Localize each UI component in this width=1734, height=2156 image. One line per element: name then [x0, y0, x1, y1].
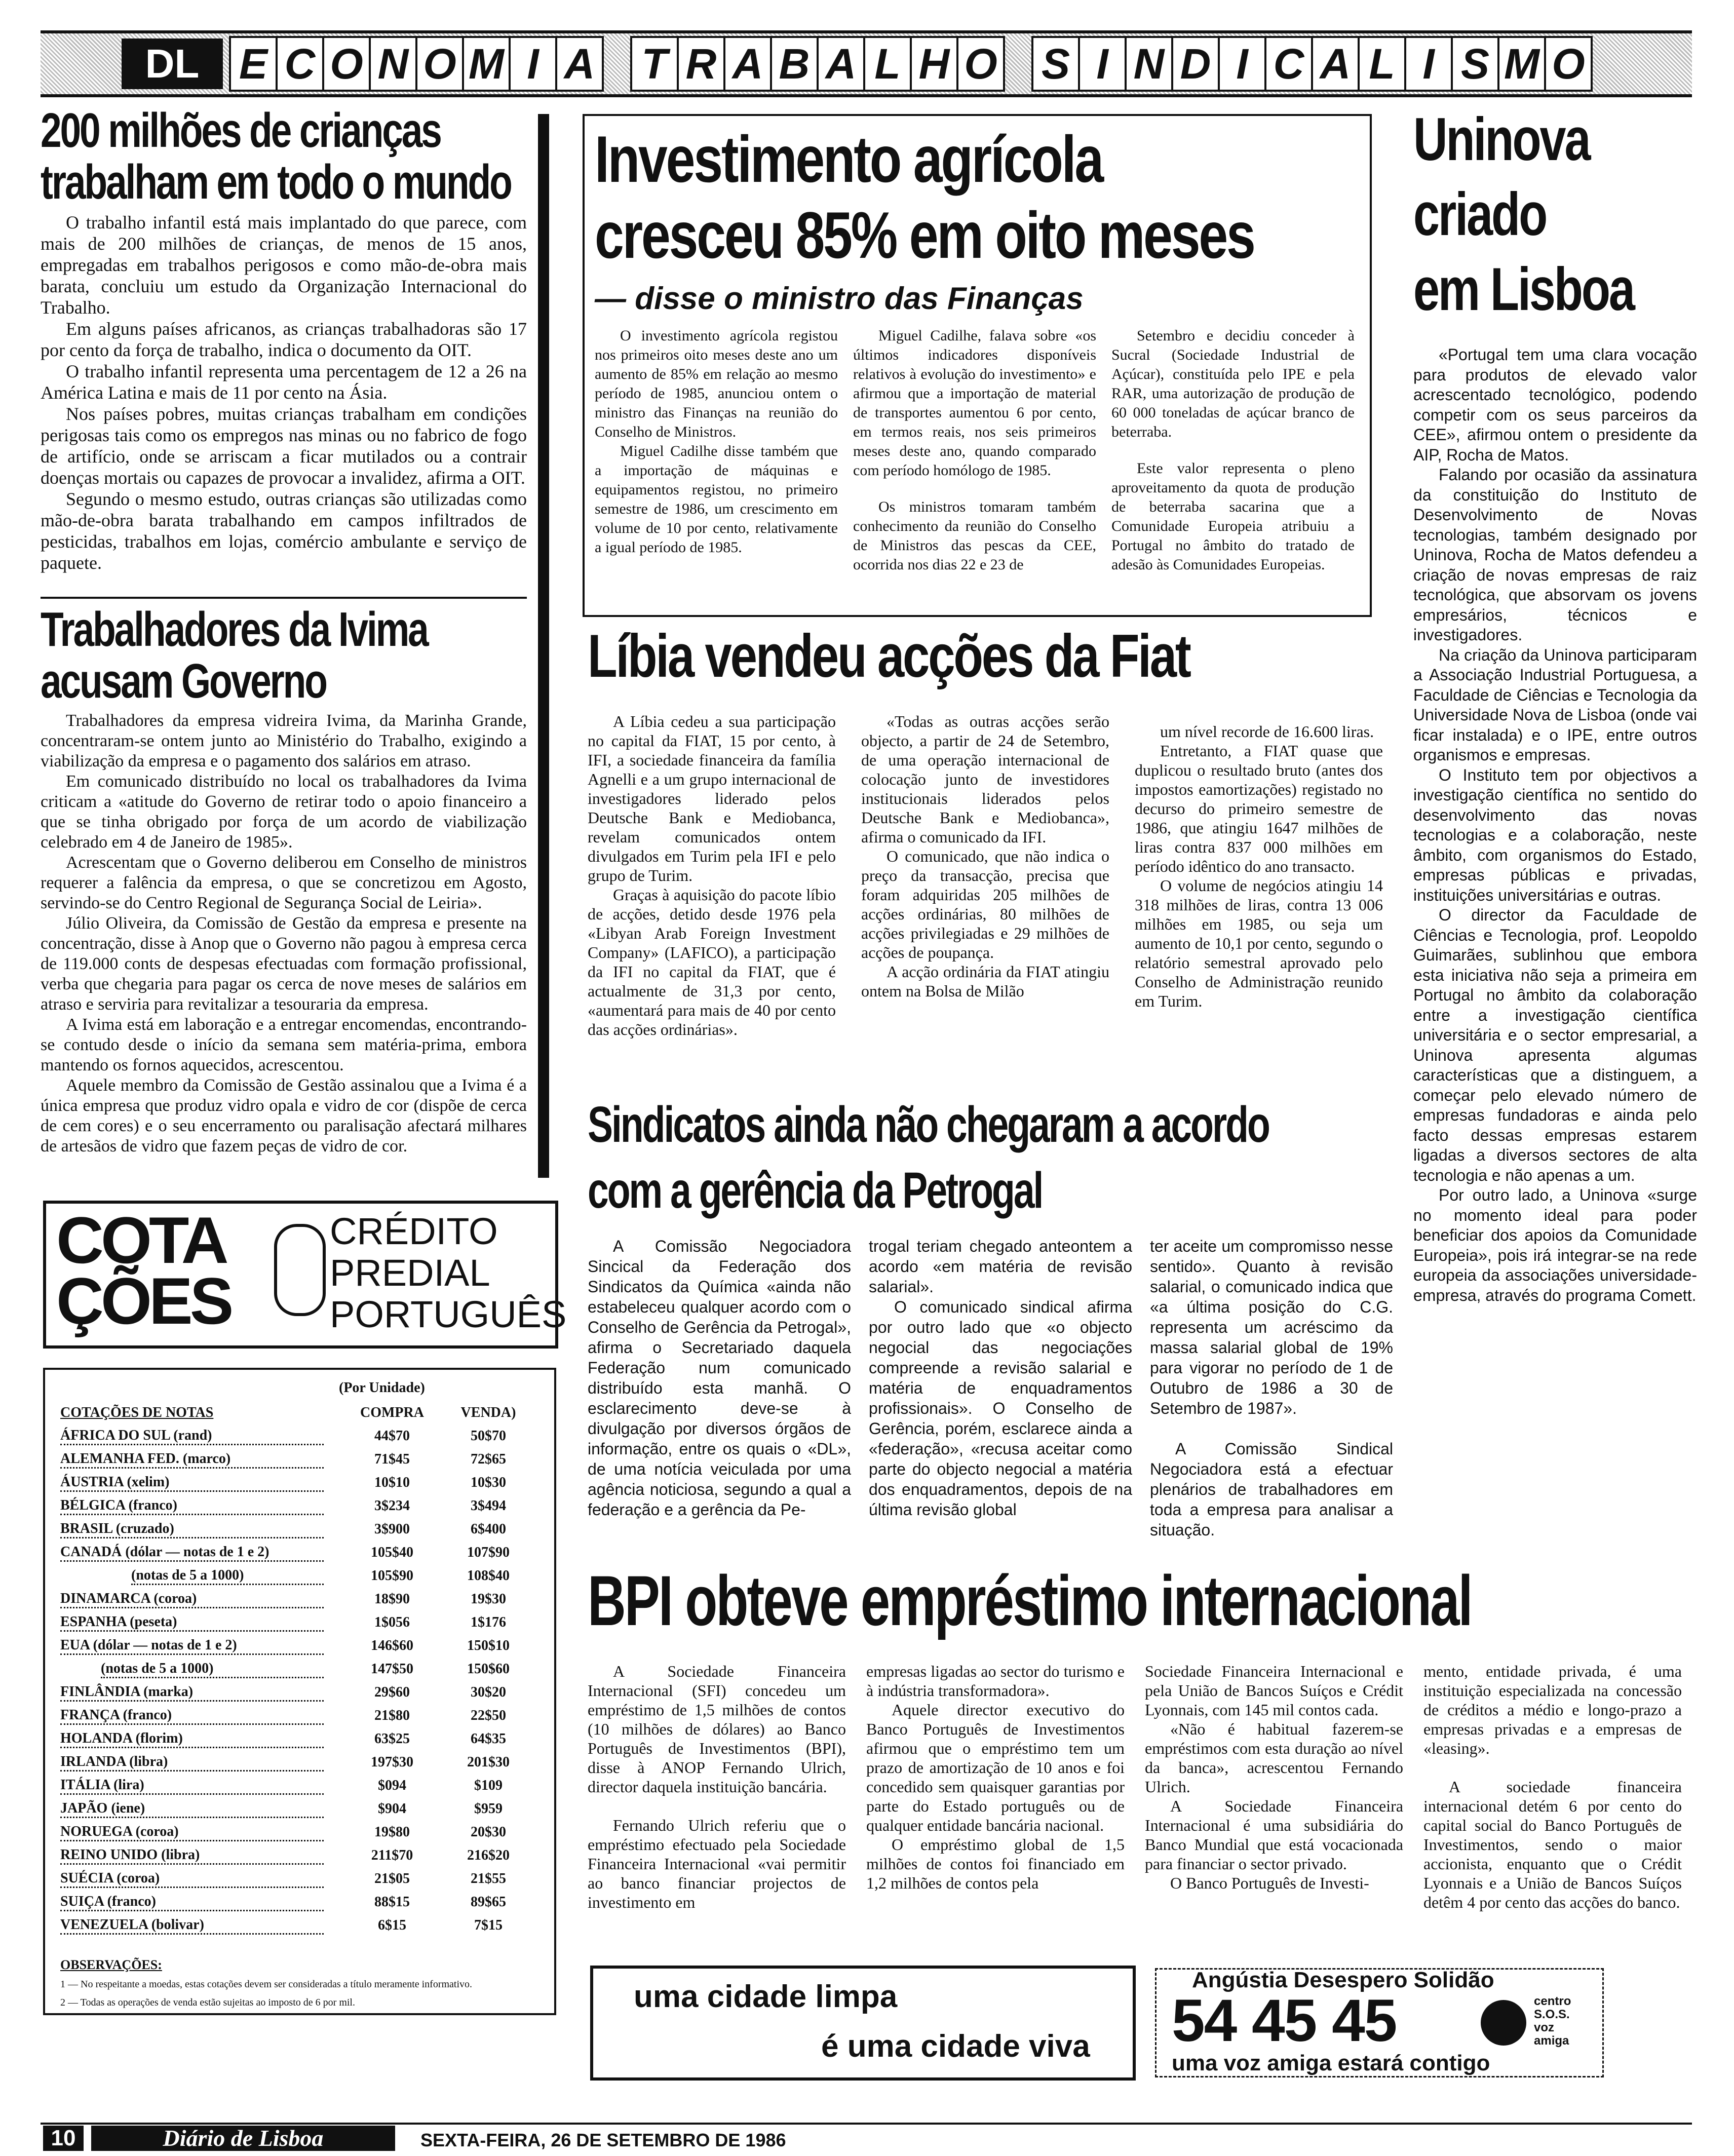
sell-rate: 50$70: [471, 1428, 506, 1444]
sell-rate: 107$90: [467, 1545, 510, 1560]
article-column: [588, 1236, 851, 1520]
article-bpi-loan: [588, 1561, 1692, 1950]
article-column: [1145, 1662, 1403, 1893]
currency-name: HOLANDA (florim): [60, 1730, 324, 1748]
column-header: COMPRA: [360, 1405, 424, 1420]
ad-slogan: uma voz amiga estará contigo: [1172, 2051, 1490, 2075]
headline-line: com a gerência da Petrogal: [588, 1162, 1043, 1219]
cotacoes-table: [60, 1401, 536, 1937]
table-row: [60, 1797, 536, 1821]
currency-name: VENEZUELA (bolivar): [60, 1917, 324, 1935]
currency-name: (notas de 5 a 1000): [101, 1661, 324, 1678]
headline-line: Investimento agrícola: [595, 122, 1102, 196]
sell-rate: 21$55: [471, 1871, 506, 1886]
cotacoes-word-line: COTA: [56, 1203, 226, 1277]
paragraph: ter aceite um compromisso nesse sentido». Quanto à revisão salarial, o comunicado indica que «a última posição do C.G. representa um acréscimo da massa salarial global de 19% para vigorar no período de 1 de Outubro de 1986 a 30 de Setembro de 1987».: [1150, 1237, 1393, 1417]
header-letter: I: [509, 36, 557, 92]
sell-rate: 3$494: [471, 1498, 506, 1514]
sell-rate: 64$35: [471, 1731, 506, 1747]
table-row: [60, 1634, 536, 1658]
paragraph: Acrescentam que o Governo deliberou em Conselho de ministros requerer a falência da empresa, o que se concretizou em Agosto, servindo-se do Centro Regional de Segurança Social de Leiria».: [41, 853, 527, 912]
currency-name: SUÉCIA (coroa): [60, 1870, 324, 1888]
header-letter: C: [276, 36, 324, 92]
currency-name: BÉLGICA (franco): [60, 1497, 324, 1515]
buy-rate: 197$30: [371, 1754, 413, 1770]
phone-icon: [1481, 2000, 1526, 2046]
currency-name: IRLANDA (libra): [60, 1754, 324, 1772]
paragraph: Graças à aquisição do pacote líbio de acções, detido desde 1976 pela «Libyan Arab Foreign Investment Company» (LAFICO), a participação da IFI no capital da FIAT, que é actualmente de 31,3 por cento, «aumentará para mais de 40 por cento das acções ordinárias».: [588, 885, 836, 1038]
paragraph: Nos países pobres, muitas crianças trabalham em condições perigosas tais como os empregos nas minas ou no fabrico de fogo de artifício, onde se arriscam a ficar mutilados ou a contrair doenças mortais ou capazes de provocar a invalidez, afirma a OIT.: [41, 404, 527, 488]
currency-name: FINLÂNDIA (marka): [60, 1684, 324, 1702]
paragraph: um nível recorde de 16.600 liras.: [1160, 722, 1374, 741]
issue-date: SEXTA-FEIRA, 26 DE SETEMBRO DE 1986: [420, 2130, 786, 2150]
headline-line: Líbia vendeu acções da Fiat: [588, 622, 1190, 690]
paragraph: Aquele director executivo do Banco Português de Investimentos afirmou que o empréstimo tem um prazo de amortização de 10 anos e foi concedido sem quaisquer garantias por parte do Estado português ou de qualquer entidade bancária nacional.: [866, 1701, 1125, 1834]
bank-name: [330, 1211, 566, 1335]
header-letter: O: [322, 36, 371, 92]
article-column: [588, 1662, 846, 1912]
table-row: [60, 1658, 536, 1681]
sell-rate: $959: [474, 1801, 503, 1817]
table-row: [60, 1891, 536, 1914]
sell-rate: 72$65: [471, 1451, 506, 1467]
buy-rate: 18$90: [374, 1591, 410, 1607]
article-uninova: [1413, 105, 1697, 1305]
sell-rate: 150$10: [467, 1638, 510, 1653]
table-row: [60, 1588, 536, 1611]
currency-name: DINAMARCA (coroa): [60, 1591, 324, 1608]
article-body: [1413, 345, 1697, 1305]
headline-line: cresceu 85% em oito meses: [595, 198, 1254, 272]
paragraph: Trabalhadores da empresa vidreira Ivima, da Marinha Grande, concentraram-se ontem junto ao Ministério do Trabalho, exigindo a viabilização da empresa e o pagamento dos salários em atraso.: [41, 711, 527, 771]
paragraph: Na criação da Uninova participaram a Associação Industrial Portuguesa, a Faculdade de Ciências e Tecnologia da Universidade Nova de Lisboa (onde vai ficar instalada) e o IPE, entre outros organismos e empresas.: [1413, 645, 1697, 764]
sell-rate: $109: [474, 1778, 503, 1793]
sell-rate: 7$15: [474, 1917, 503, 1933]
header-letter: I: [1078, 36, 1127, 92]
observation-note: 2 — Todas as operações de venda estão sujeitas ao imposto de 6 por mil.: [60, 1997, 355, 2008]
table-row: [60, 1494, 536, 1518]
buy-rate: $094: [378, 1778, 406, 1793]
sell-rate: 19$30: [471, 1591, 506, 1607]
table-row: [60, 1821, 536, 1844]
currency-name: JAPÃO (iene): [60, 1800, 324, 1818]
paragraph: A sociedade financeira internacional detém 6 por cento do capital social do Banco Português de Investimentos, sendo o maior accionista, enquanto que o Crédit Lyonnais e a União de Bancos Suíços detêm 4 por cento das acções do banco.: [1423, 1778, 1682, 1911]
section-word-trabalho: [632, 36, 1005, 92]
sell-rate: 108$40: [467, 1568, 510, 1584]
buy-rate: 21$80: [374, 1708, 410, 1723]
sell-rate: 22$50: [471, 1708, 506, 1723]
table-row: [60, 1774, 536, 1797]
header-letter: A: [555, 36, 604, 92]
paragraph: A Sociedade Financeira Internacional é uma subsidiária do Banco Mundial que está vocacionada para financiar o sector privado.: [1145, 1797, 1403, 1873]
currency-name: NORUEGA (coroa): [60, 1824, 324, 1841]
table-row: [60, 1541, 536, 1564]
table-header-row: [60, 1401, 536, 1424]
unit-note: (Por Unidade): [339, 1380, 425, 1396]
observation-note: 1 — No respeitante a moedas, estas cotações devem ser consideradas a título meramente informativo.: [60, 1979, 473, 1990]
header-letter: H: [910, 36, 958, 92]
paragraph: O comunicado sindical afirma por outro lado que «o objecto negocial das negociações compreende a revisão salarial e matéria de enquadramentos profissionais». O Conselho de Gerência, porém, esclarece ainda a «federação», «recusa aceitar como parte do objecto negocial a matéria dos enquadramentos, depois de na última revisão global: [869, 1298, 1132, 1519]
buy-rate: 29$60: [374, 1684, 410, 1700]
header-letter: M: [462, 36, 511, 92]
paragraph: A acção ordinária da FIAT atingiu ontem na Bolsa de Milão: [861, 962, 1109, 1000]
paragraph: O investimento agrícola registou nos primeiros oito meses deste ano um aumento de 85% em relação ao mesmo período de 1985, anunciou ontem o ministro das Finanças na reunião do Conselho de Ministros.: [595, 327, 838, 440]
dl-logo: DL: [122, 38, 223, 89]
article-column: [1111, 326, 1355, 574]
sell-rate: 1$176: [471, 1614, 506, 1630]
table-row: [60, 1564, 536, 1588]
currency-name: ÁUSTRIA (xelim): [60, 1474, 324, 1492]
sell-rate: 201$30: [467, 1754, 510, 1770]
column-header: VENDA): [460, 1405, 516, 1420]
buy-rate: 211$70: [371, 1847, 413, 1863]
paragraph: Fernando Ulrich referiu que o empréstimo efectuado pela Sociedade Financeira Internacional «vai permitir ao banco financiar projectos de investimento em: [588, 1816, 846, 1911]
paragraph: A Comissão Negociadora Sincical da Federação dos Sindicatos da Química «ainda não estabeleceu qualquer acordo com o Conselho de Gerência da Petrogal», afirma o Secretariado daquela Federação num comunicado distribuído esta manhã. O esclarecimento deve-se à divulgação por diversos órgãos de informação, entre os quais o «DL», de uma notícia veiculada por uma agência noticiosa, segundo a qual a federação e a gerência da Pe-: [588, 1237, 851, 1519]
article-petrogal: [588, 1096, 1398, 1545]
cotacoes-word: [56, 1203, 231, 1338]
ad-sos-voz-amiga: [1155, 1968, 1604, 2077]
buy-rate: 3$234: [374, 1498, 410, 1514]
header-letter: T: [630, 36, 679, 92]
buy-rate: 88$15: [374, 1894, 410, 1910]
header-letter: A: [817, 36, 865, 92]
observations-title: OBSERVAÇÕES:: [60, 1957, 162, 1972]
paragraph: Em comunicado distribuído no local os trabalhadores da Ivima criticam a «atitude do Governo de retirar todo o apoio financeiro a que se tinha obrigado por força de um acordo de viabilização celebrado em 4 de Janeiro de 1985».: [41, 772, 527, 852]
paragraph: O director da Faculdade de Ciências e Tecnologia, prof. Leopoldo Guimarães, sublinhou que embora esta iniciativa não seja a primeira em Portugal no âmbito da colaboração entre a investigação científica universitária e o sector empresarial, a Uninova apresenta algumas características que a distinguem, a começar pelo elevado número de empresas fundadoras e ainda pelo facto dessas empresas estarem ligadas a diversos sectores de alta tecnologia e não apenas a um.: [1413, 906, 1697, 1184]
header-letter: N: [369, 36, 417, 92]
column-bar: [538, 114, 549, 1178]
header-letter: D: [1171, 36, 1220, 92]
currency-name: ITÁLIA (lira): [60, 1777, 324, 1795]
cotacoes-word-line: ÇÕES: [56, 1264, 231, 1338]
buy-rate: 10$10: [374, 1475, 410, 1490]
buy-rate: 105$40: [371, 1545, 413, 1560]
headline-line: criado: [1413, 180, 1547, 248]
sell-rate: 216$20: [467, 1847, 510, 1863]
header-letter: O: [1544, 36, 1593, 92]
headline-line: Sindicatos ainda não chegaram a acordo: [588, 1096, 1269, 1153]
header-letter: S: [1451, 36, 1499, 92]
sos-brand-line: voz: [1534, 2021, 1555, 2034]
cotacoes-table-box: [43, 1368, 556, 2015]
article-column: [1150, 1236, 1393, 1540]
header-letter: C: [1264, 36, 1313, 92]
buy-rate: 71$45: [374, 1451, 410, 1467]
buy-rate: 147$50: [371, 1661, 413, 1677]
headline-line: BPI obteve empréstimo internacional: [588, 1561, 1472, 1640]
paragraph: A Ivima está em laboração e a entregar encomendas, encontrando-se contudo desde o início da semana sem matéria-prima, embora mantendo os fornos aquecidos, acrescentou.: [41, 1015, 527, 1074]
paragraph: Júlio Oliveira, da Comissão de Gestão da empresa e presente na concentração, disse à Anop que o Governo não pagou à empresa cerca de 119.000 conts de despesas efectuadas com formação profissional, verba que chegaria para pagar os cerca de nove meses de salários em atraso e serviria para revitalizar a tesouraria da empresa.: [41, 914, 527, 1014]
headline-line: acusam Governo: [41, 654, 326, 708]
buy-rate: 3$900: [374, 1521, 410, 1537]
headline-line: Uninova: [1413, 105, 1590, 173]
paragraph: O trabalho infantil está mais implantado do que parece, com mais de 200 milhões de crianças, de menos de 15 anos, empregadas em trabalhos perigosos e como mão-de-obra mais barata, concluiu um estudo da Organização Internacional do Trabalho.: [41, 212, 527, 318]
paragraph: A Comissão Sindical Negociadora está a efectuar plenários de trabalhadores em toda a empresa para analisar a situação.: [1150, 1440, 1393, 1539]
masthead: Diário de Lisboa: [91, 2126, 395, 2151]
paragraph: mento, entidade privada, é uma instituição especializada na concessão de créditos a médio e longo-prazo a empresas privadas e a empresas de «leasing».: [1423, 1662, 1682, 1757]
article-column: [869, 1236, 1132, 1520]
sell-rate: 30$20: [471, 1684, 506, 1700]
buy-rate: 21$05: [374, 1871, 410, 1886]
article-child-labour: [41, 103, 527, 573]
paragraph: Em alguns países africanos, as crianças trabalhadoras são 17 por cento da força de trabalho, indica o documento da OIT.: [41, 319, 527, 360]
headline-line: trabalham em todo o mundo: [41, 155, 511, 209]
paragraph: O comunicado, que não indica o preço da transacção, precisa que foram adquiridas 205 milhões de acções ordinárias, 80 milhões de acções privilegiadas e 29 milhões de acções de poupança.: [861, 847, 1109, 961]
paragraph: Sociedade Financeira Internacional e pela União de Bancos Suíços e Crédit Lyonnais, com 145 mil contos cada.: [1145, 1662, 1403, 1719]
paragraph: O Banco Português de Investi-: [1170, 1874, 1369, 1892]
currency-name: FRANÇA (franco): [60, 1707, 324, 1725]
header-letter: N: [1125, 36, 1173, 92]
article-libya-fiat: [588, 622, 1398, 1082]
article-column: [853, 326, 1096, 574]
table-row: [60, 1424, 536, 1448]
paragraph: Setembro e decidiu conceder à Sucral (Sociedade Industrial de Açúcar), constituída pelo IPE e pela RAR, uma autorização de produção de 60 000 toneladas de açúcar branco de beterraba.: [1111, 327, 1355, 440]
paragraph: Aquele membro da Comissão de Gestão assinalou que a Ivima é a única empresa que produz vidro opala e vidro de cor (dispõe de cerca de cem cores) e o seu encerramento ou paralisação afectará milhares de artesãos de vidro que fazem peças de vidro de cor.: [41, 1076, 527, 1156]
table-row: [60, 1448, 536, 1471]
ad-clean-city: [590, 1966, 1136, 2081]
buy-rate: 63$25: [374, 1731, 410, 1747]
bank-name-line: CRÉDITO: [330, 1210, 498, 1252]
sell-rate: 150$60: [467, 1661, 510, 1677]
article-column: [595, 326, 838, 557]
buy-rate: 6$15: [378, 1917, 406, 1933]
paragraph: A Líbia cedeu a sua participação no capital da FIAT, 15 por cento, à IFI, a sociedade financeira da família Agnelli e a um grupo internacional de investigadores liderado pelos Deutsche Bank e Mediobanca, revelam comunicados ontem divulgados em Turim pela IFI e pelo grupo de Turim.: [588, 712, 836, 884]
paragraph: Os ministros tomaram também conhecimento da reunião do Conselho de Ministros das pescas da CEE, ocorrida nos dias 22 e 23 de: [853, 498, 1096, 573]
header-letter: E: [229, 36, 278, 92]
table-row: [60, 1844, 536, 1867]
paragraph: Miguel Cadilhe, falava sobre «os últimos indicadores disponíveis relativos à evolução do investimento» e afirmou que a importação de material de transportes aumentou 6 por cento, em termos reais, nos seis primeiros meses deste ano, quando comparado com período homólogo de 1985.: [853, 327, 1096, 479]
table-row: [60, 1681, 536, 1704]
paragraph: Miguel Cadilhe disse também que a importação de máquinas e equipamentos registou, no primeiro semestre de 1986, um crescimento em volume de 10 por cento, relativamente a igual período de 1985.: [595, 443, 838, 556]
page-number: 10: [43, 2126, 84, 2151]
paragraph: «Portugal tem uma clara vocação para produtos de elevado valor acrescentado tecnológico, podendo competir com os seus parceiros da CEE», afirmou ontem o presidente da AIP, Rocha de Matos.: [1413, 345, 1697, 464]
buy-rate: 44$70: [374, 1428, 410, 1444]
table-row: [60, 1518, 536, 1541]
paragraph: O volume de negócios atingiu 14 318 milhões de liras, contra 13 006 milhões em 1985, ou seja um aumento de 10,1 por cento, segundo o relatório semestral aprovado pelo Conselho de Administração reunido em Turim.: [1135, 876, 1383, 1010]
paragraph: Este valor representa o pleno aproveitamento da quota de produção de beterraba sacarina que a Comunidade Europeia atribuiu a Portugal no âmbito do tratado de adesão às Comunidades Europeias.: [1111, 460, 1355, 573]
header-letter: A: [723, 36, 772, 92]
bank-name-line: PORTUGUÊS: [330, 1293, 567, 1335]
header-letter: I: [1218, 36, 1266, 92]
header-letter: A: [1311, 36, 1360, 92]
bank-emblem-icon: [274, 1224, 326, 1316]
cotacoes-banner: [43, 1201, 567, 1349]
article-column: [588, 712, 836, 1039]
sos-brand: [1534, 1995, 1571, 2048]
header-letter: L: [1358, 36, 1406, 92]
article-agricultural-investment: [583, 114, 1372, 617]
table-row: [60, 1914, 536, 1937]
paragraph: O empréstimo global de 1,5 milhões de contos foi financiado em 1,2 milhões de contos pela: [866, 1835, 1125, 1892]
headline-line: em Lisboa: [1413, 255, 1634, 323]
buy-rate: 19$80: [374, 1824, 410, 1840]
currency-name: ESPANHA (peseta): [60, 1614, 324, 1632]
header-letter: I: [1404, 36, 1453, 92]
currency-name: ÁFRICA DO SUL (rand): [60, 1428, 324, 1445]
currency-name: CANADÁ (dólar — notas de 1 e 2): [60, 1544, 324, 1562]
ad-line: uma cidade limpa: [634, 1979, 898, 2014]
sell-rate: 6$400: [471, 1521, 506, 1537]
headline-line: 200 milhões de crianças: [41, 103, 441, 158]
currency-name: SUIÇA (franco): [60, 1894, 324, 1911]
headline-line: Trabalhadores da Ivima: [41, 602, 428, 657]
sos-phone-number: 54 45 45: [1172, 1987, 1397, 2054]
header-letter: O: [956, 36, 1005, 92]
article-column: [866, 1662, 1125, 1893]
header-letter: B: [770, 36, 819, 92]
header-letter: O: [415, 36, 464, 92]
header-letter: R: [677, 36, 725, 92]
sell-rate: 20$30: [471, 1824, 506, 1840]
sos-brand-line: S.O.S.: [1534, 2008, 1570, 2021]
sell-rate: 10$30: [471, 1475, 506, 1490]
ad-tagline: Angústia Desespero Solidão: [1192, 1968, 1494, 1992]
footer-rule: [41, 2123, 1692, 2125]
paragraph: «Não é habitual fazerem-se empréstimos com esta duração ao nível da banca», acrescentou Fernando Ulrich.: [1145, 1720, 1403, 1796]
article-body: [41, 711, 527, 1157]
column-header: COTAÇÕES DE NOTAS: [60, 1405, 214, 1420]
paragraph: O trabalho infantil representa uma percentagem de 12 a 26 na América Latina e mais de 11 por cento na Ásia.: [41, 361, 527, 403]
section-word-sindicalismo: [1033, 36, 1593, 92]
ad-line: é uma cidade viva: [821, 2029, 1090, 2064]
paragraph: Por outro lado, a Uninova «surge no momento ideal para poder beneficiar dos apoios da Comunidade Europeia», pois irá integrar-se na rede europeia da associações universidade-empresa, através do programa Comett.: [1413, 1186, 1697, 1304]
currency-name: EUA (dólar — notas de 1 e 2): [60, 1637, 324, 1655]
paragraph: trogal teriam chegado anteontem a acordo «em matéria de revisão salarial».: [869, 1237, 1132, 1296]
bank-name-line: PREDIAL: [330, 1252, 490, 1294]
sos-brand-line: centro: [1534, 1994, 1571, 2008]
header-letter: L: [863, 36, 912, 92]
article-ivima: [41, 602, 527, 1157]
paragraph: Segundo o mesmo estudo, outras crianças são utilizadas como mão-de-obra barata trabalhando em campos infiltrados de pesticidas, trabalhos em lojas, comércio ambulante e serviço de paquete.: [41, 489, 527, 573]
article-column: [1135, 722, 1383, 1011]
header-letter: S: [1031, 36, 1080, 92]
article-column: [1423, 1662, 1682, 1912]
buy-rate: 105$90: [371, 1568, 413, 1584]
paragraph: A Sociedade Financeira Internacional (SFI) concedeu um empréstimo de 1,5 milhões de contos (10 milhões de dólares) ao Banco Português de Investimentos (BPI), disse à ANOP Fernando Ulrich, director daquela instituição bancária.: [588, 1662, 846, 1796]
paragraph: Entretanto, a FIAT quase que duplicou o resultado bruto (antes dos impostos eamortizações) registado no decurso do primeiro semestre de 1986, que atingiu 1647 milhões de liras contra 837 000 milhões em período idêntico do ano transacto.: [1135, 742, 1383, 875]
table-row: [60, 1867, 536, 1891]
article-column: [861, 712, 1109, 1000]
sell-rate: 89$65: [471, 1894, 506, 1910]
table-row: [60, 1611, 536, 1634]
currency-name: ALEMANHA FED. (marco): [60, 1451, 324, 1469]
paragraph: empresas ligadas ao sector do turismo e à indústria transformadora».: [866, 1662, 1125, 1700]
sos-brand-line: amiga: [1534, 2034, 1569, 2048]
buy-rate: $904: [378, 1801, 406, 1817]
header-letter: M: [1497, 36, 1546, 92]
table-row: [60, 1471, 536, 1494]
paragraph: O Instituto tem por objectivos a investigação científica no sentido do desenvolvimento das novas tecnologias e a colaboração, neste âmbito, com organismos do Estado, empresas públicas e privadas, instituições universitárias e outras.: [1413, 765, 1697, 904]
currency-name: BRASIL (cruzado): [60, 1521, 324, 1538]
article-body: [41, 212, 527, 573]
section-word-economia: [231, 36, 604, 92]
section-header: [41, 30, 1692, 97]
currency-name: REINO UNIDO (libra): [60, 1847, 324, 1865]
table-row: [60, 1727, 536, 1751]
paragraph: «Todas as outras acções serão objecto, a partir de 24 de Setembro, de uma operação internacional de colocação junto de investidores institucionais liderados pelos Deutsche Bank e Mediobanca», afirma o comunicado da IFI.: [861, 712, 1109, 846]
subtitle: — disse o ministro das Finanças: [595, 281, 1084, 316]
buy-rate: 1$056: [374, 1614, 410, 1630]
table-row: [60, 1704, 536, 1727]
paragraph: Falando por ocasião da assinatura da constituição do Instituto de Desenvolvimento de Novas tecnologias, também designado por Uninova, Rocha de Matos defendeu a criação de novas empresas de raiz tecnológica, que absorvam os jovens empresários, técnicos e investigadores.: [1413, 466, 1697, 644]
divider: [41, 597, 527, 599]
buy-rate: 146$60: [371, 1638, 413, 1653]
table-row: [60, 1751, 536, 1774]
currency-name: (notas de 5 a 1000): [131, 1567, 324, 1585]
